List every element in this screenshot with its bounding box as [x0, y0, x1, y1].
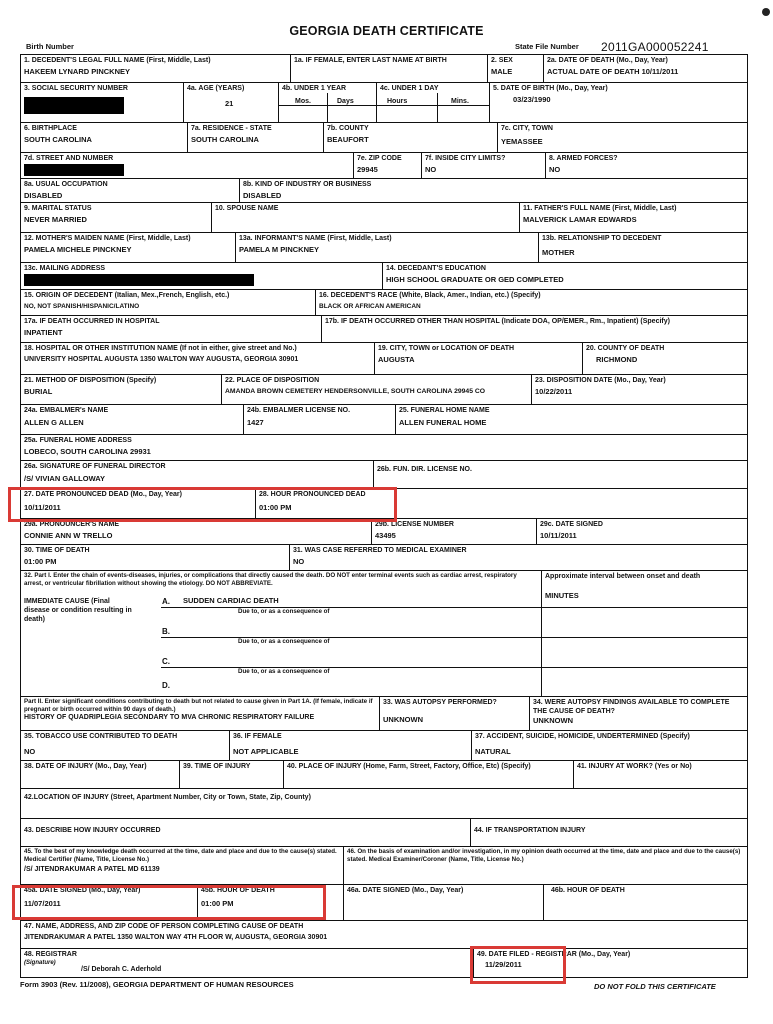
field-hospital-name: 18. HOSPITAL OR OTHER INSTITUTION NAME (If not in either, give street and No.) UNIVERSITY HOSPITAL AUGUSTA 1350 WALTON WAY AUGUSTA, GEORGIA 30901: [24, 345, 299, 363]
field-date-pronounced-dead: 27. DATE PRONOUNCED DEAD (Mo., Day, Year) 10/11/2011: [24, 491, 182, 512]
field-autopsy-performed: 33. WAS AUTOPSY PERFORMED? UNKNOWN: [379, 697, 529, 730]
field-manner-of-death: 37. ACCIDENT, SUICIDE, HOMICIDE, UNDERTERMINED (Specify) NATURAL: [471, 731, 747, 760]
row-person-completing: [21, 921, 747, 949]
field-time-of-death: 30. TIME OF DEATH 01:00 PM: [24, 547, 90, 566]
row-embalmer: [21, 405, 747, 435]
field-hour-pronounced-dead: 28. HOUR PRONOUNCED DEAD 01:00 PM: [255, 489, 747, 518]
field-examiner-hour-of-death: 46b. HOUR OF DEATH: [543, 885, 747, 920]
field-registrar: 48. REGISTRAR (Signature) /S/ Deborah C. Aderhold: [24, 951, 162, 973]
row-time-of-death: [21, 545, 747, 571]
field-residence-state: 7a. RESIDENCE - STATE SOUTH CAROLINA: [187, 123, 323, 152]
field-injury-at-work: 41. INJURY AT WORK? (Yes or No): [573, 761, 747, 788]
field-birthplace: 6. BIRTHPLACE SOUTH CAROLINA: [24, 125, 92, 144]
field-race: 16. DECEDENT'S RACE (White, Black, Amer., Indian, etc.) (Specify) BLACK OR AFRICAN AMERICAN: [315, 290, 747, 315]
row-hospital-location: [21, 343, 747, 375]
field-examiner-date-signed: 46a. DATE SIGNED (Mo., Day, Year): [343, 885, 543, 920]
field-street: 7d. STREET AND NUMBER: [21, 153, 353, 178]
field-if-female: 36. IF FEMALE NOT APPLICABLE: [229, 731, 471, 760]
field-armed-forces: 8. ARMED FORCES? NO: [545, 153, 747, 178]
field-certifier-date-signed: 45a. DATE SIGNED (Mo., Day, Year) 11/07/2011: [24, 887, 141, 908]
row-injury: [21, 761, 747, 789]
field-embalmer-name: 24a. EMBALMER's NAME ALLEN G ALLEN: [24, 407, 109, 427]
birth-number-label: Birth Number: [26, 42, 74, 51]
field-autopsy-findings: 34. WERE AUTOPSY FINDINGS AVAILABLE TO COMPLETE THE CAUSE OF DEATH? UNKNOWN: [529, 697, 747, 730]
redaction-mailing: [24, 274, 254, 286]
row-mailing-education: [21, 263, 747, 290]
field-date-filed: 49. DATE FILED - REGISTRAR (Mo., Day, Year) 11/29/2011: [473, 949, 747, 977]
field-time-of-injury: 39. TIME OF INJURY: [179, 761, 283, 788]
field-medical-examiner: 46. On the basis of examination and/or investigation, in my opinion death occurred at the time, date and place and due to the cause(s) stated. Medical Examiner/Coroner (Name, Title, License No.): [343, 847, 747, 884]
field-industry: 8b. KIND OF INDUSTRY OR BUSINESS DISABLED: [239, 179, 747, 202]
row-birthplace-residence: [21, 123, 747, 153]
field-mother-name: 12. MOTHER'S MAIDEN NAME (First, Middle, Last) PAMELA MICHELE PINCKNEY: [24, 235, 191, 254]
field-referred-to-examiner: 31. WAS CASE REFERRED TO MEDICAL EXAMINER NO: [289, 545, 747, 570]
row-funeral-director: [21, 461, 747, 489]
field-tobacco-use: 35. TOBACCO USE CONTRIBUTED TO DEATH NO: [24, 733, 178, 756]
field-certifier-hour-of-death: 45b. HOUR OF DEATH 01:00 PM: [197, 885, 343, 920]
row-part-two: [21, 697, 747, 731]
field-cause-chain: 32. Part I. Enter the chain of events-diseases, injuries, or complications that directly caused the death. DO NOT enter terminal events such as cardiac arrest, respiratory arrest, or ventricular fibrillation without showing the etiology. DO NOT ABBREVIATE. IMMEDIATE CAUSE (Final disease or condition resulting in death) A. SUDDEN CARDIAC DEATH Due to, or as a consequence of B. Due to, or as a consequence of C. Due to, or as a consequence of D.: [21, 571, 541, 696]
page-title: GEORGIA DEATH CERTIFICATE: [289, 24, 484, 38]
highlight-date-filed: [470, 946, 566, 984]
field-contributing-conditions: Part II. Enter significant conditions contributing to death but not related to cause given in Part 1A. (If female, indicate if pregnant or birth occurred within 90 days of death.) HISTORY OF QUADRIPLEGIA SECONDARY TO MVA CHRONIC RESPIRATORY FAILURE: [24, 698, 373, 721]
field-ssn: 3. SOCIAL SECURITY NUMBER: [21, 83, 183, 122]
field-education: 14. DECEDANT'S EDUCATION HIGH SCHOOL GRADUATE OR GED COMPLETED: [382, 263, 747, 289]
row-hospital-type: [21, 316, 747, 343]
field-embalmer-license: 24b. EMBALMER LICENSE NO. 1427: [243, 405, 395, 434]
row-street: [21, 153, 747, 179]
do-not-fold-notice: DO NOT FOLD THIS CERTIFICATE: [594, 982, 716, 991]
field-usual-occupation: 8a. USUAL OCCUPATION DISABLED: [24, 181, 108, 200]
row-ssn-age: [21, 83, 747, 123]
field-pronouncer-license: 29b. LICENSE NUMBER 43495: [371, 519, 536, 544]
redaction-street: [24, 164, 124, 176]
field-disposition-date: 23. DISPOSITION DATE (Mo., Day, Year) 10/22/2011: [531, 375, 747, 404]
field-date-of-death: 2a. DATE OF DEATH (Mo., Day, Year) ACTUAL DATE OF DEATH 10/11/2011: [543, 55, 747, 82]
field-date-of-injury: 38. DATE OF INJURY (Mo., Day, Year): [24, 763, 147, 770]
field-county: 7b. COUNTY BEAUFORT: [323, 123, 497, 152]
row-registrar: [21, 949, 747, 977]
field-method-of-disposition: 21. METHOD OF DISPOSITION (Specify) BURIAL: [24, 377, 157, 396]
state-file-label: State File Number: [515, 42, 579, 51]
field-person-completing-cause: 47. NAME, ADDRESS, AND ZIP CODE OF PERSON COMPLETING CAUSE OF DEATH JITENDRAKUMAR A PATEL 1350 WALTON WAY 4TH FLOOR W, AUGUSTA, GEORGIA 30901: [24, 923, 328, 941]
field-medical-certifier: 45. To the best of my knowledge death occurred at the time, date and place and due to the cause(s) stated. Medical Certifier (Name, Title, License No.) /S/ JITENDRAKUMAR A PATEL MD 61139: [24, 848, 337, 873]
field-spouse-name: 10. SPOUSE NAME: [211, 203, 519, 232]
row-funeral-address: [21, 435, 747, 461]
field-how-injury-occurred: 43. DESCRIBE HOW INJURY OCCURRED: [24, 827, 161, 834]
field-pronouncer-name: 29a. PRONOUNCER'S NAME CONNIE ANN W TRELLO: [24, 521, 120, 540]
field-funeral-director-signature: 26a. SIGNATURE OF FUNERAL DIRECTOR /S/ VIVIAN GALLOWAY: [24, 463, 166, 483]
field-origin: 15. ORIGIN OF DECEDENT (Italian, Mex.,French, English, etc.) NO, NOT SPANISH/HISPANIC/LATINO: [24, 292, 230, 310]
field-city-of-death: 19. CITY, TOWN or LOCATION OF DEATH AUGUSTA: [374, 343, 582, 374]
field-father-name: 11. FATHER'S FULL NAME (First, Middle, Last) MALVERICK LAMAR EDWARDS: [519, 203, 747, 232]
row-decedent-name: [21, 55, 747, 83]
row-pronouncer: [21, 519, 747, 545]
field-location-of-injury: 42.LOCATION OF INJURY (Street, Apartment Number, City or Town, State, Zip, County): [24, 794, 311, 801]
field-pronouncer-date-signed: 29c. DATE SIGNED 10/11/2011: [536, 519, 747, 544]
field-last-name-at-birth: 1a. IF FEMALE, ENTER LAST NAME AT BIRTH: [290, 55, 487, 82]
highlight-certifier-date-hour: [12, 885, 326, 920]
redaction-ssn: [24, 97, 124, 114]
row-disposition: [21, 375, 747, 405]
field-marital-status: 9. MARITAL STATUS NEVER MARRIED: [24, 205, 92, 224]
field-mailing-address: 13c. MAILING ADDRESS: [21, 263, 382, 289]
field-inside-city-limits: 7f. INSIDE CITY LIMITS? NO: [421, 153, 545, 178]
row-tobacco-manner: [21, 731, 747, 761]
row-origin-race: [21, 290, 747, 316]
row-cause-of-death: [21, 571, 747, 697]
field-place-of-disposition: 22. PLACE OF DISPOSITION AMANDA BROWN CEMETERY HENDERSONVILLE, SOUTH CAROLINA 29945 CO: [221, 375, 531, 404]
scan-mark: [762, 8, 770, 16]
field-funeral-home-name: 25. FUNERAL HOME NAME ALLEN FUNERAL HOME: [395, 405, 747, 434]
field-funeral-director-license: 26b. FUN. DIR. LICENSE NO.: [373, 461, 747, 488]
form-footer: Form 3903 (Rev. 11/2008), GEORGIA DEPARTMENT OF HUMAN RESOURCES: [20, 980, 294, 989]
field-under-1-day: 4c. UNDER 1 DAY Hours Mins.: [376, 83, 489, 122]
field-legal-name: 1. DECEDENT'S LEGAL FULL NAME (First, Middle, Last) HAKEEM LYNARD PINCKNEY: [24, 57, 211, 76]
row-injury-location: [21, 789, 747, 819]
highlight-pronounced-dead: [8, 487, 397, 522]
state-file-number: 2011GA000052241: [601, 40, 709, 54]
field-death-in-hospital: 17a. IF DEATH OCCURRED IN HOSPITAL INPATIENT: [24, 318, 160, 337]
field-onset-interval: Approximate interval between onset and death MINUTES: [541, 571, 747, 696]
field-sex: 2. SEX MALE: [487, 55, 543, 82]
row-mother-informant: [21, 233, 747, 263]
field-transportation-injury: 44. IF TRANSPORTATION INJURY: [470, 819, 747, 846]
field-funeral-home-address: 25a. FUNERAL HOME ADDRESS LOBECO, SOUTH CAROLINA 29931: [24, 437, 151, 456]
field-place-of-injury: 40. PLACE OF INJURY (Home, Farm, Street, Factory, Office, Etc) (Specify): [283, 761, 573, 788]
field-city-town: 7c. CITY, TOWN YEMASSEE: [497, 123, 747, 152]
row-certifier: [21, 847, 747, 885]
row-occupation: [21, 179, 747, 203]
field-age: 4a. AGE (YEARS) 21: [183, 83, 278, 122]
field-informant-name: 13a. INFORMANT'S NAME (First, Middle, Last) PAMELA M PINCKNEY: [235, 233, 538, 262]
field-under-1-year: 4b. UNDER 1 YEAR Mos. Days: [278, 83, 376, 122]
field-county-of-death: 20. COUNTY OF DEATH RICHMOND: [582, 343, 747, 374]
row-injury-description: [21, 819, 747, 847]
field-zip: 7e. ZIP CODE 29945: [353, 153, 421, 178]
field-death-other-than-hospital: 17b. IF DEATH OCCURRED OTHER THAN HOSPITAL (Indicate DOA, OP/EMER., Rm., Inpatient) (Specify): [321, 316, 747, 342]
row-marital: [21, 203, 747, 233]
field-date-of-birth: 5. DATE OF BIRTH (Mo., Day, Year) 03/23/1990: [489, 83, 747, 122]
field-relationship: 13b. RELATIONSHIP TO DECEDENT MOTHER: [538, 233, 747, 262]
